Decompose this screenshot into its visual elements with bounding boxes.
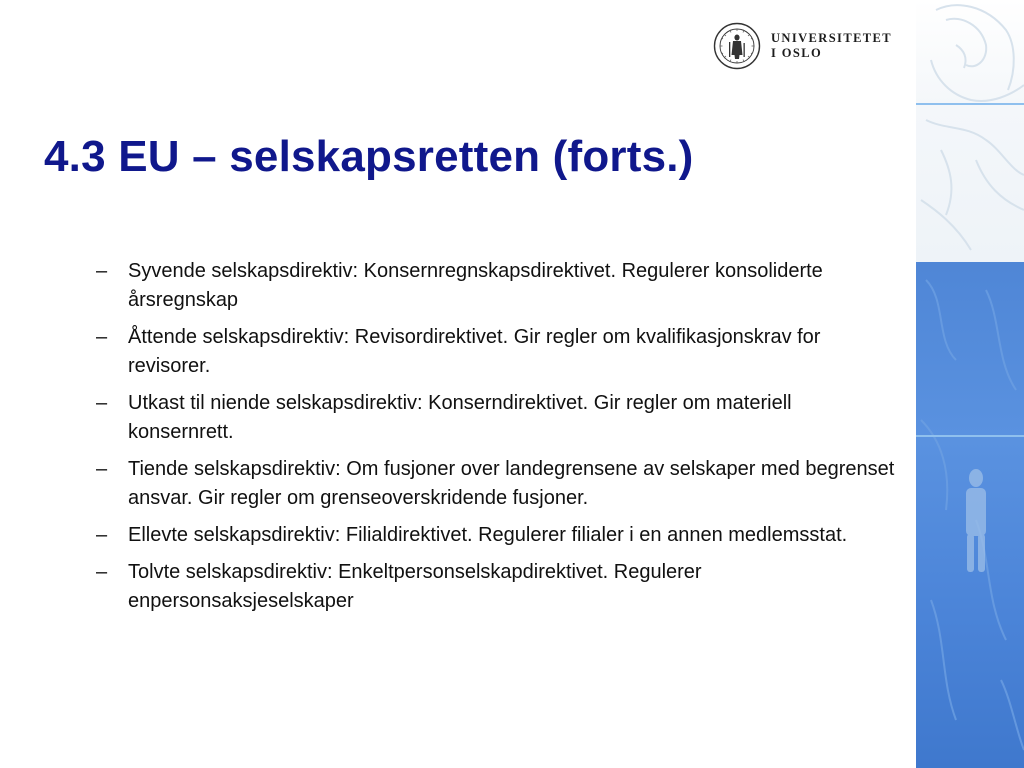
bullet-dash: – [96,326,108,348]
side-divider-line [916,103,1024,105]
list-item [96,257,896,315]
university-seal-icon [713,22,761,70]
list-item [96,389,896,447]
bullet-dash: – [96,458,108,480]
list-item [96,323,896,381]
side-artwork-sketch-icon [916,0,1024,768]
logo-wordmark [771,31,892,61]
university-logo [713,20,913,72]
logo-line-1: UNIVERSITETET [771,31,893,45]
bullet-dash: – [96,260,108,282]
bullet-text: Utkast til niende selskapsdirektiv: Konserndirektivet. Gir regler om materiell konsernrett. [128,392,792,443]
bullet-text: Åttende selskapsdirektiv: Revisordirektivet. Gir regler om kvalifikasjonskrav for revisorer. [128,326,821,377]
logo-line-2: I OSLO [771,46,823,60]
slide-title: 4.3 EU – selskapsretten (forts.) [44,132,694,181]
bullet-text: Syvende selskapsdirektiv: Konsernregnskapsdirektivet. Regulerer konsoliderte årsregnskap [128,260,823,311]
bullet-dash: – [96,561,108,583]
side-divider-line [916,435,1024,437]
list-item [96,521,896,550]
bullet-dash: – [96,524,108,546]
bullet-text: Ellevte selskapsdirektiv: Filialdirektivet. Regulerer filialer i en annen medlemsstat. [128,524,848,546]
list-item [96,558,896,616]
bullet-text: Tolvte selskapsdirektiv: Enkeltpersonselskapdirektivet. Regulerer enpersonsaksjeselskaper [128,561,702,612]
bullet-text: Tiende selskapsdirektiv: Om fusjoner over landegrensene av selskaper med begrenset ansvar. Gir regler om grenseoverskridende fusjoner. [128,458,895,509]
bullet-dash: – [96,392,108,414]
decorative-side-artwork [916,0,1024,768]
bullet-list [96,257,896,624]
list-item [96,455,896,513]
